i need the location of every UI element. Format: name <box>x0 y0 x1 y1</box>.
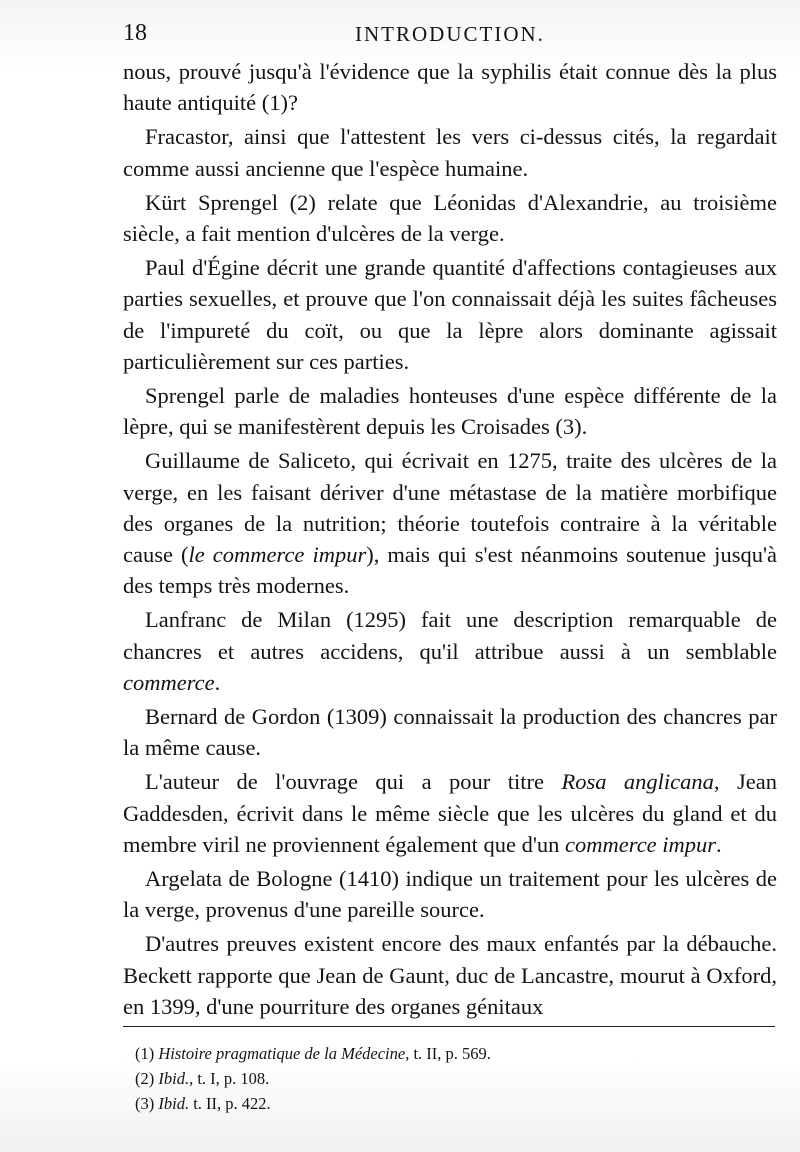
paragraph-text: . <box>214 669 221 695</box>
paragraph-text: Argelata de Bologne (1410) indique un traitement pour les ulcères de la verge, provenus d'une pareille source. <box>123 866 777 923</box>
footnote-rule <box>123 1026 775 1027</box>
footnote-text: , t. II, p. 569. <box>405 1044 491 1063</box>
paragraph <box>123 604 777 698</box>
paragraph-text: Sprengel parle de maladies honteuses d'une espèce différente de la lèpre, qui se manifestèrent depuis les Croisades (3). <box>123 383 777 440</box>
footnote-text: , t. I, p. 108. <box>189 1069 270 1088</box>
paragraph <box>123 380 777 442</box>
footnote-mark: (3) <box>135 1094 155 1113</box>
footnote <box>135 1091 775 1116</box>
paragraph <box>123 766 777 860</box>
footnote <box>135 1066 775 1091</box>
paragraph-text: Guillaume de Saliceto, qui écrivait en 1275, traite des ulcères de la verge, en les faisant dériver d'une métastase de la matière morbifique des organes de la nutrition; théorie toutefois contraire à la véritable cause ( <box>123 448 777 568</box>
page-header <box>123 20 783 50</box>
paragraph-text: D'autres preuves existent encore des maux enfantés par la débauche. Beckett rapporte que Jean de Gaunt, duc de Lancastre, mourut à Oxford, en 1399, d'une pourriture des organes génitaux <box>123 931 777 1019</box>
paragraph-text: Fracastor, ainsi que l'attestent les vers ci-dessus cités, la regardait comme aussi ancienne que l'espèce humaine. <box>123 124 777 181</box>
paragraph-text: Paul d'Égine décrit une grande quantité d'affections contagieuses aux parties sexuelles, et prouve que l'on connaissait déjà les suites fâcheuses de l'impureté du coït, ou que la lèpre alors dominante agissait particulièrement sur ces parties. <box>123 255 777 374</box>
footnote-mark: (2) <box>135 1069 155 1088</box>
italic-text: commerce impur <box>565 831 717 857</box>
running-head: INTRODUCTION. <box>355 22 545 46</box>
paragraph-text: Lanfranc de Milan (1295) fait une description remarquable de chancres et autres accidens, qu'il attribue aussi à un semblable <box>123 607 777 664</box>
italic-text: commerce <box>123 669 215 695</box>
paragraph-text: L'auteur de l'ouvrage qui a pour titre <box>145 769 562 795</box>
footnote <box>135 1041 775 1066</box>
paragraph-text: Bernard de Gordon (1309) connaissait la production des chancres par la même cause. <box>123 704 777 761</box>
paragraph <box>123 928 777 1022</box>
paragraph-text: ), mais qui s'est néanmoins soutenue jusqu'à des temps très modernes. <box>123 542 777 599</box>
paragraph-text: Kürt Sprengel (2) relate que Léonidas d'Alexandrie, au troisième siècle, a fait mention d'ulcères de la verge. <box>123 189 777 247</box>
italic-text: Ibid. <box>158 1094 190 1113</box>
paragraph <box>123 121 777 183</box>
footnote-text: t. II, p. 422. <box>189 1094 271 1113</box>
paragraph-text: nous, prouvé jusqu'à l'évidence que la syphilis était connue dès la plus haute antiquité (1)? <box>123 59 777 116</box>
italic-text: Rosa anglicana <box>561 769 714 795</box>
footnotes <box>135 1041 775 1116</box>
paragraph <box>123 701 777 763</box>
italic-text: le commerce impur <box>188 542 367 568</box>
italic-text: Ibid. <box>158 1069 190 1088</box>
page-number: 18 <box>123 20 147 46</box>
paragraph-text: . <box>716 831 722 857</box>
italic-text: Histoire pragmatique de la Médecine <box>158 1044 406 1063</box>
paragraph <box>123 445 777 601</box>
paragraph <box>123 187 777 249</box>
paragraph-text: , Jean Gaddesden, écrivit dans le même siècle que les ulcères du gland et du membre viril ne proviennent également que d'un <box>123 769 777 857</box>
paragraph <box>123 863 777 925</box>
paragraph <box>123 252 777 377</box>
paragraph <box>123 56 777 118</box>
footnote-mark: (1) <box>135 1044 155 1063</box>
body-text <box>123 56 777 1025</box>
